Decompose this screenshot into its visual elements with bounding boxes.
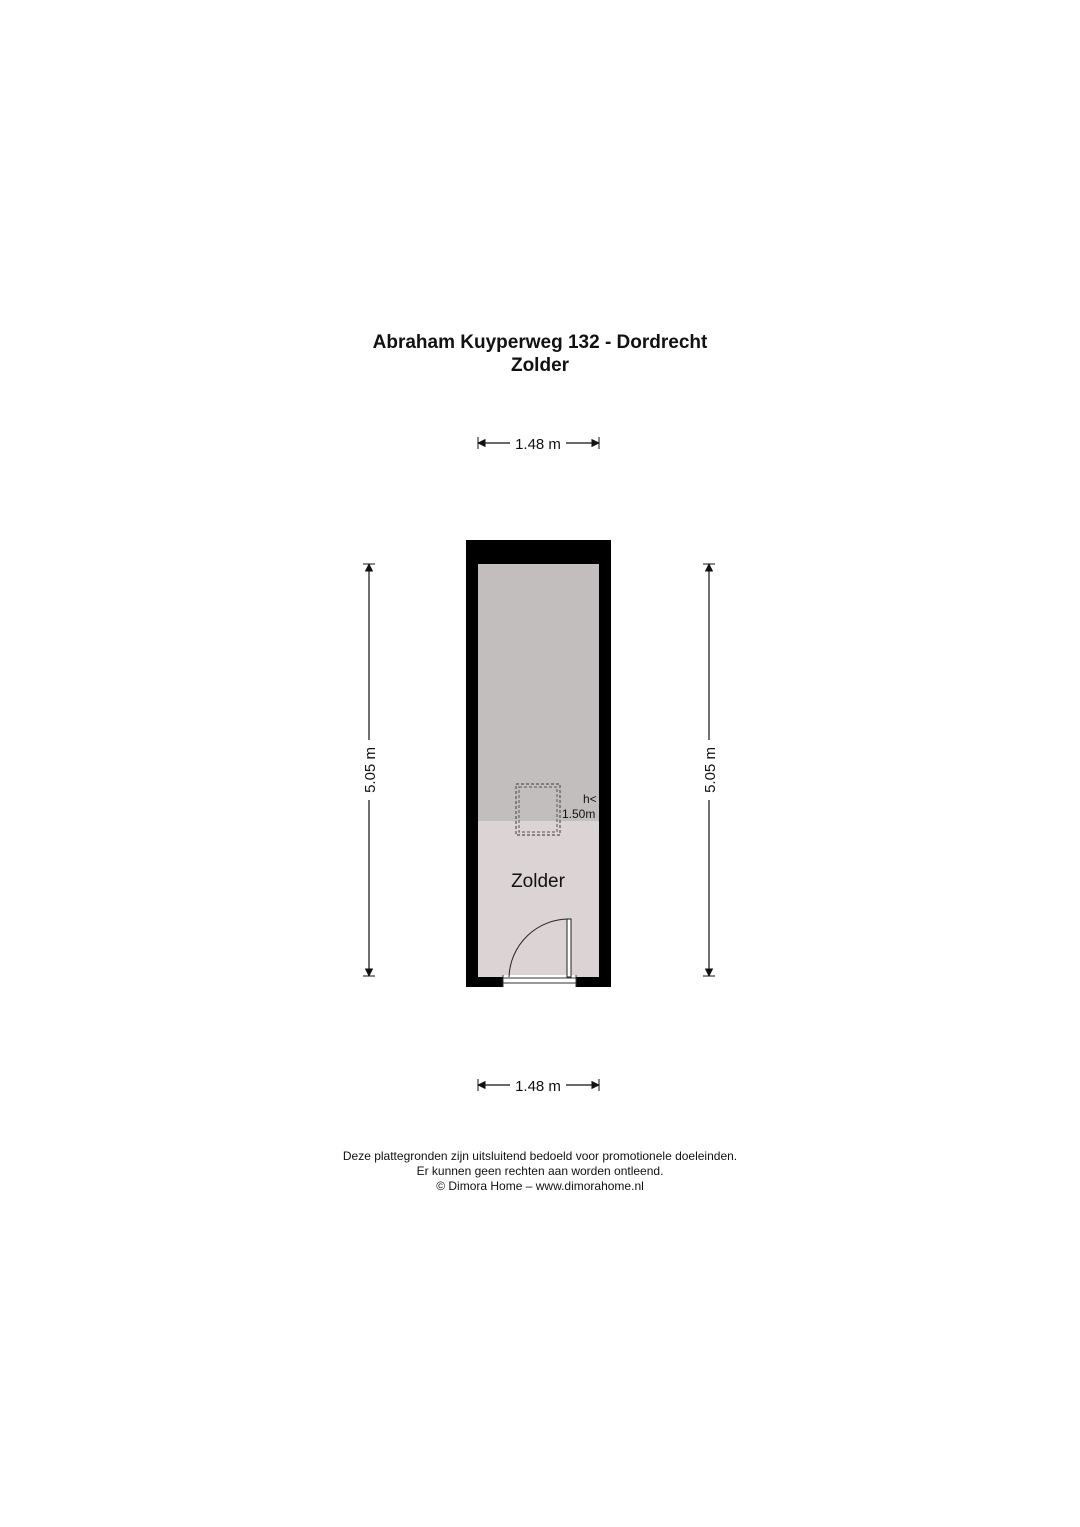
top-width-label: 1.48 m <box>515 436 561 453</box>
room-floor <box>478 821 599 977</box>
disclaimer <box>0 1149 1080 1194</box>
room-label: Zolder <box>511 871 565 892</box>
disclaimer-line-1: Deze plattegronden zijn uitsluitend bedoeld voor promotionele doeleinden. <box>342 1149 738 1163</box>
disclaimer-line-3: © Dimora Home – www.dimorahome.nl <box>436 1179 644 1193</box>
height-note-line1: h< <box>583 792 597 806</box>
right-length-label: 5.05 m <box>702 747 719 793</box>
right-length-dimension <box>702 564 719 976</box>
disclaimer-line-2: Er kunnen geen rechten aan worden ontleend. <box>416 1164 664 1178</box>
plan-floor-title: Zolder <box>510 355 570 376</box>
left-length-dimension <box>362 564 379 976</box>
low-ceiling-area <box>478 564 599 821</box>
top-width-dimension <box>478 436 599 453</box>
height-note-line2: 1.50m <box>562 807 596 821</box>
door-opening <box>503 975 576 987</box>
bottom-width-label: 1.48 m <box>515 1078 561 1095</box>
left-length-label: 5.05 m <box>362 747 379 793</box>
bottom-width-dimension <box>478 1078 599 1095</box>
plan-address-title: Abraham Kuyperweg 132 - Dordrecht <box>372 332 708 353</box>
